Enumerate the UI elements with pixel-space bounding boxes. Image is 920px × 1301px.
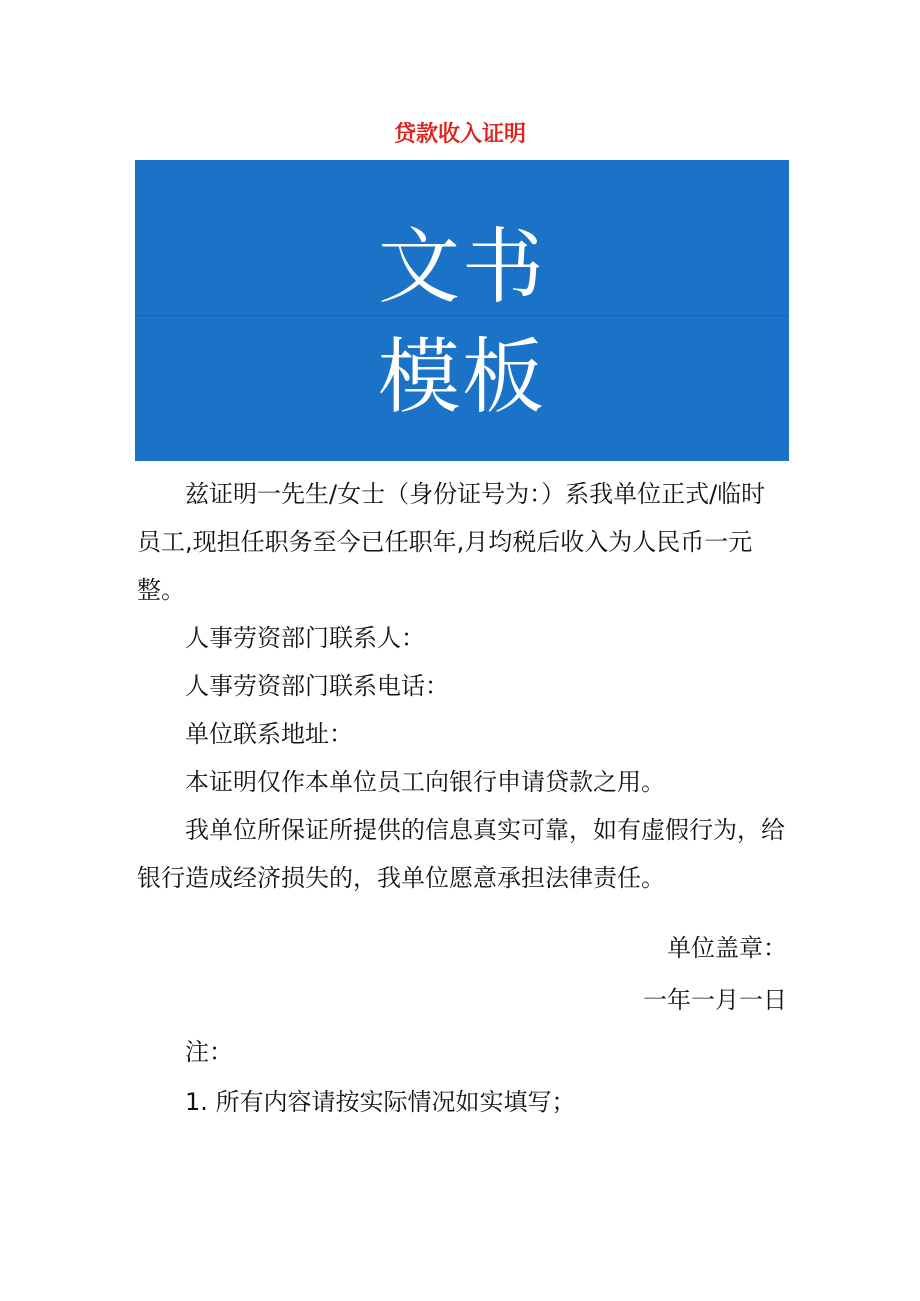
unit-address-line <box>137 710 789 758</box>
seal-label: 单位盖章： <box>667 934 787 962</box>
note-label: 注： <box>185 1038 233 1066</box>
template-banner <box>135 160 789 461</box>
document-title: 贷款收入证明 <box>393 122 526 147</box>
purpose-line <box>137 758 789 806</box>
paragraph-text: 兹证明一先生/女士（身份证号为：）系我单位正式/临时员工,现担任职务至今已任职年,月均税后收入为人民币一元整。 <box>137 480 766 604</box>
certificate-paragraph <box>137 470 789 614</box>
note-item: 1. 所有内容请按实际情况如实填写； <box>185 1088 576 1116</box>
date-line: 一年一月一日 <box>643 986 787 1014</box>
paragraph-text: 人事劳资部门联系电话： <box>185 672 449 700</box>
paragraph-text: 单位联系地址： <box>185 720 353 748</box>
guarantee-paragraph <box>137 806 789 902</box>
hr-contact-line <box>137 614 789 662</box>
paragraph-text: 我单位所保证所提供的信息真实可靠，如有虚假行为，给银行造成经济损失的，我单位愿意承担法律责任。 <box>137 816 785 892</box>
paragraph-text: 人事劳资部门联系人： <box>185 624 425 652</box>
hr-phone-line <box>137 662 789 710</box>
banner-line-2: 模板 <box>377 330 546 425</box>
banner-divider <box>135 315 789 316</box>
paragraph-text: 本证明仅作本单位员工向银行申请贷款之用。 <box>185 768 665 796</box>
banner-line-1: 文书 <box>377 220 546 315</box>
